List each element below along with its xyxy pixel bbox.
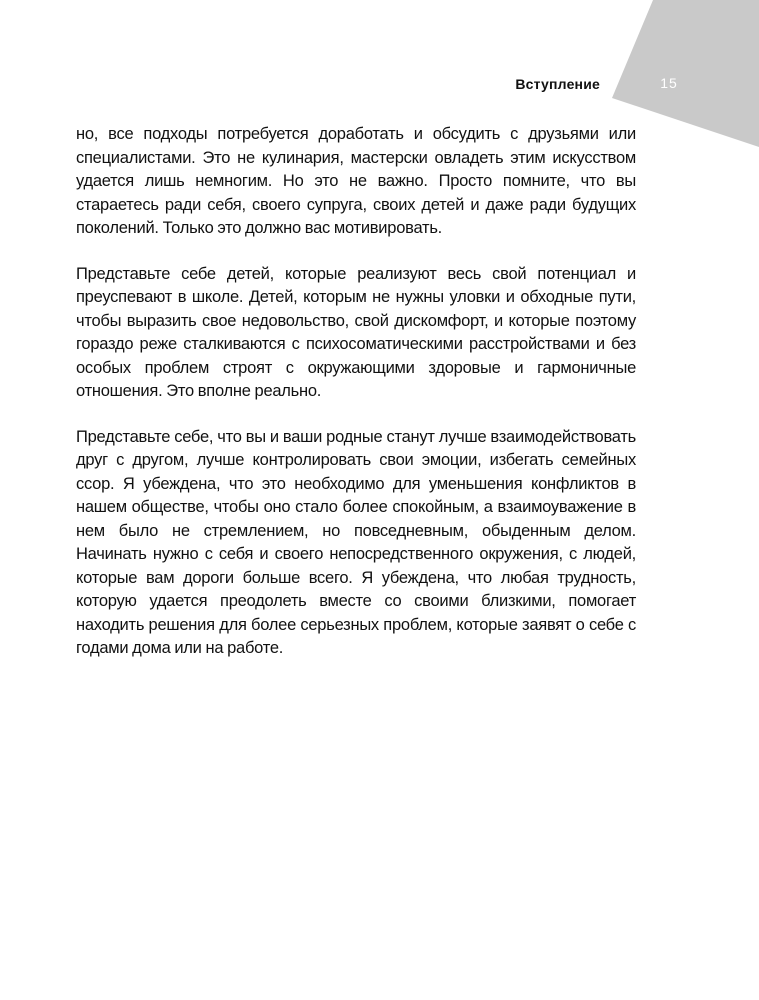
page-number: 15	[660, 75, 678, 91]
paragraph: Представьте себе, что вы и ваши родные станут лучше взаимодействовать друг с другом, лучше контролировать свои эмоции, избегать семейных ссор. Я убеждена, что это необходимо для уменьшения конфликтов в нашем обществе, чтобы оно стало более спокойным, а взаимоуважение в нем было не стремлением, но повседневным, обыденным делом. Начинать нужно с себя и своего непосредственного окружения, с людей, которые вам дороги больше всего. Я убеждена, что любая трудность, которую удается преодолеть вместе со своими близкими, помогает находить решения для более серьезных проблем, которые заявят о себе с годами дома или на работе.	[76, 427, 636, 657]
body-text	[76, 123, 636, 683]
paragraph: но, все подходы потребуется доработать и обсудить с друзьями или специалистами. Это не кулинария, мастерски овладеть этим искусством удается лишь немногим. Но это не важно. Просто помните, что вы стараетесь ради себя, своего супруга, своих детей и даже ради будущих поколений. Только это должно вас мотивировать.	[76, 125, 636, 237]
chapter-title: Вступление	[515, 76, 600, 92]
paragraph: Представьте себе детей, которые реализуют весь свой потенциал и преуспевают в школе. Детей, которым не нужны уловки и обходные пути, чтобы выразить свое недовольство, свой дискомфорт, и которые поэтому гораздо реже сталкиваются с психосоматическими расстройствами и без особых проблем строят с окружающими здоровые и гармоничные отношения. Это вполне реально.	[76, 264, 636, 400]
